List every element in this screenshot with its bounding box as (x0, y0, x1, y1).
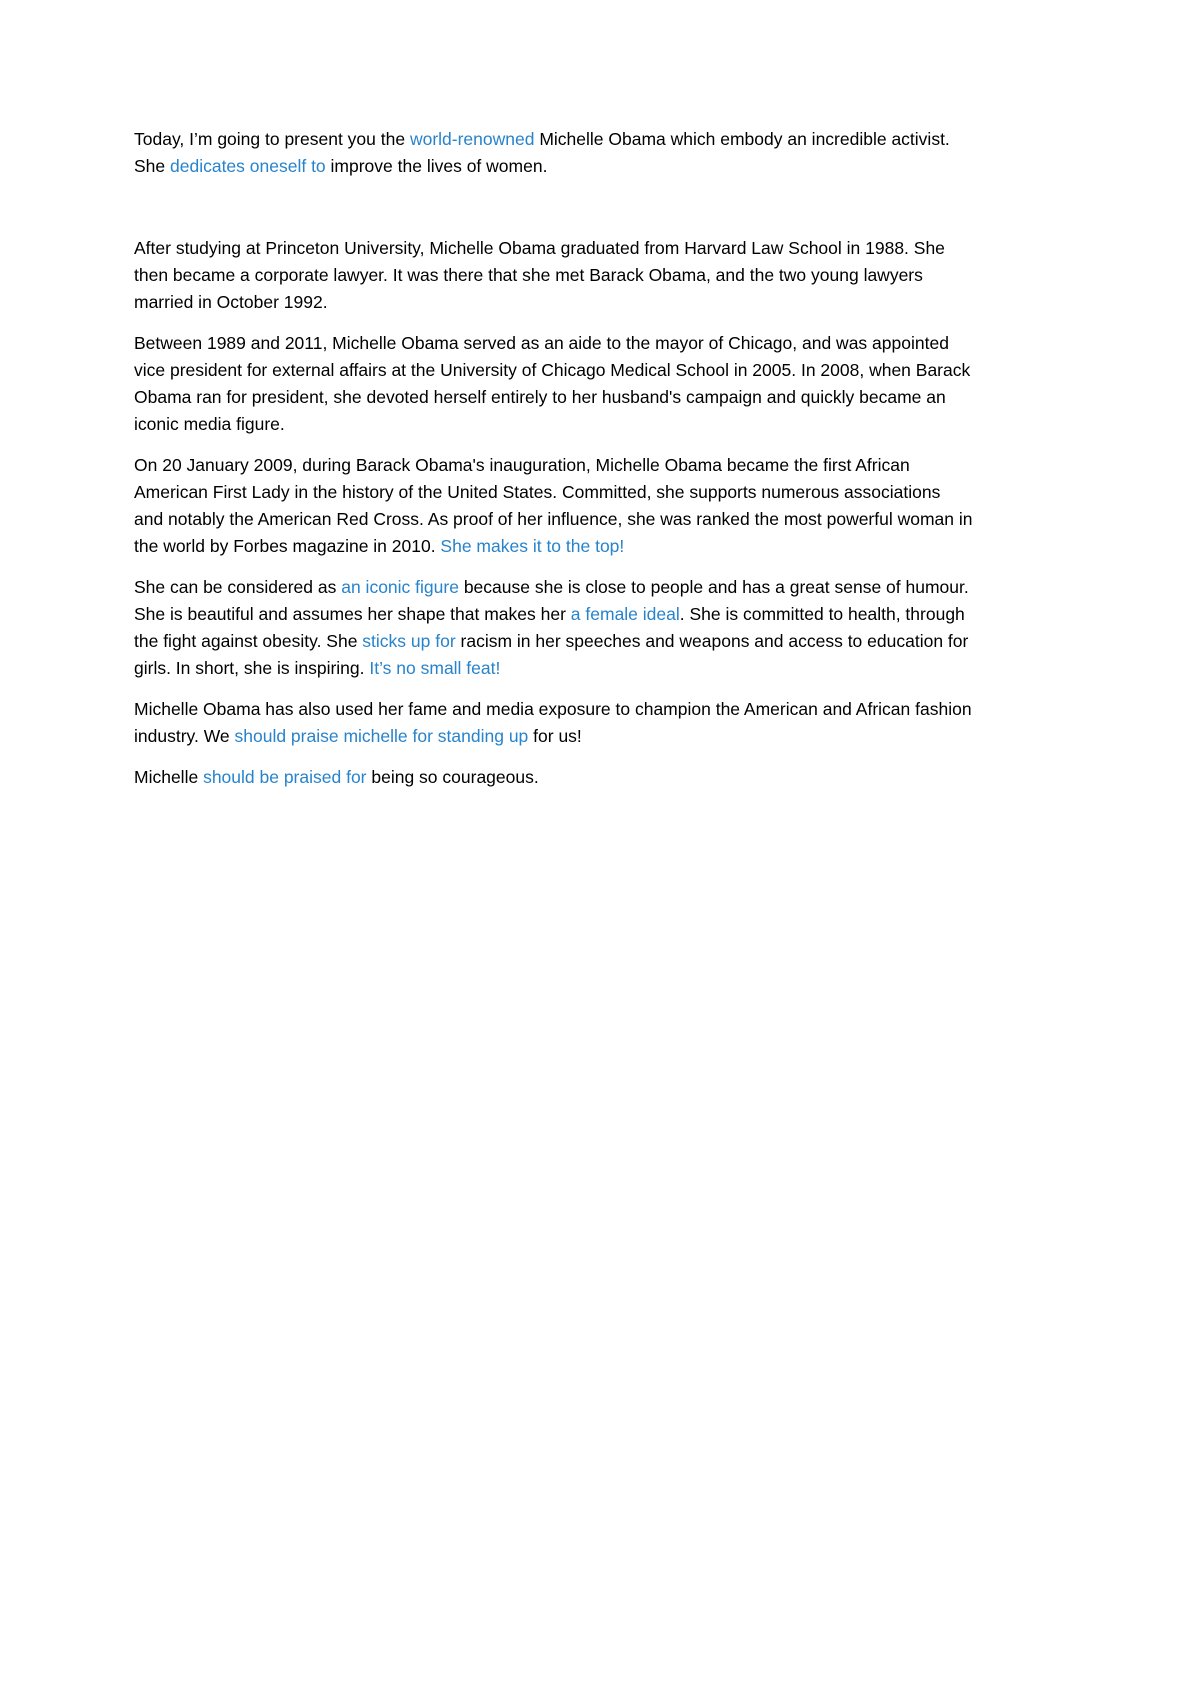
emphasis-text-run: world-renowned (409, 129, 535, 149)
text-run: because she is close to people and has a great sense of humour. She is beautiful and assumes her shape that makes her (134, 577, 974, 624)
text-content (134, 126, 978, 805)
emphasis-text-run: She makes it to the top! (440, 536, 625, 556)
text-run: Michelle (134, 767, 204, 787)
text-run: Michelle Obama which embody an incredible activist. She (134, 129, 960, 176)
paragraph (134, 330, 974, 438)
paragraph (134, 452, 978, 560)
paragraph (134, 696, 977, 750)
text-run: She can be considered as (134, 577, 342, 597)
paragraph (134, 764, 974, 791)
text-run: Michelle Obama has also used her fame and media exposure to champion the American and African fashion industry. We (134, 699, 977, 746)
emphasis-text-run: It’s no small feat! (369, 658, 501, 678)
emphasis-text-run: a female ideal (570, 604, 680, 624)
text-run: . She is committed to health, through the fight against obesity. She (134, 604, 970, 651)
empty-paragraph (134, 194, 974, 221)
emphasis-text-run: sticks up for (362, 631, 456, 651)
paragraph (134, 235, 974, 316)
emphasis-text-run: should praise michelle for standing up (234, 726, 529, 746)
emphasis-text-run: should be praised for (203, 767, 367, 787)
text-run: Today, I’m going to present you the (134, 129, 410, 149)
text-run: for us! (528, 726, 582, 746)
text-run: On 20 January 2009, during Barack Obama's inauguration, Michelle Obama became the first African American First Lady in the history of the United States. Committed, she supports numerous associations and notably the American Red Cross. As proof of her influence, she was ranked the most powerful woman in the world by Forbes magazine in 2010. (134, 455, 978, 556)
text-run: being so courageous. (366, 767, 539, 787)
emphasis-text-run: an iconic figure (341, 577, 459, 597)
paragraph (134, 126, 974, 180)
text-run: Between 1989 and 2011, Michelle Obama served as an aide to the mayor of Chicago, and was appointed vice president for external affairs at the University of Chicago Medical School in 2005. In 2008, when Barack Obama ran for president, she devoted herself entirely to her husband's campaign and quickly became an iconic media figure. (134, 333, 976, 434)
paragraph (134, 574, 974, 682)
text-run: After studying at Princeton University, Michelle Obama graduated from Harvard Law School in 1988. She then became a corporate lawyer. It was there that she met Barack Obama, and the two young lawyers married in October 1992. (134, 238, 950, 312)
emphasis-text-run: dedicates oneself to (170, 156, 326, 176)
text-run: improve the lives of women. (325, 156, 548, 176)
text-run: racism in her speeches and weapons and access to education for girls. In short, she is inspiring. (134, 631, 974, 678)
